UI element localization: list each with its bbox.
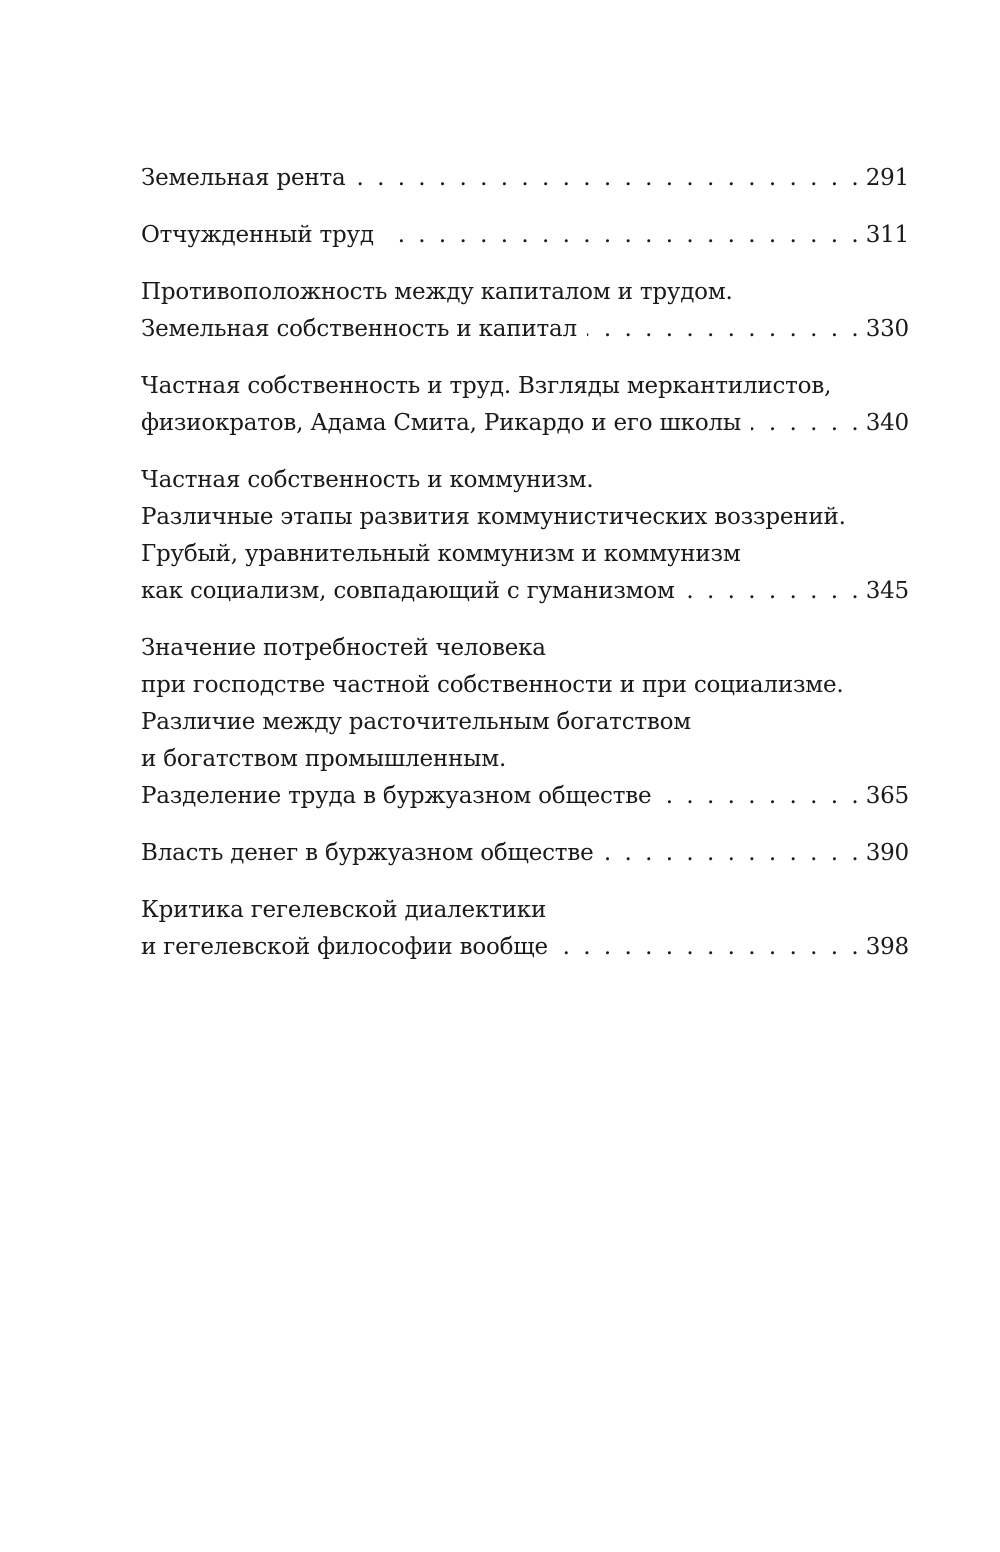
toc-entry-last-line [141,160,909,197]
toc-entry-last-line [141,311,909,348]
toc-entry-last-line [141,217,909,254]
toc-entry-last-line [141,835,909,872]
toc-entry-last-line [141,405,909,442]
toc-page-number: 291 [865,165,909,191]
toc-page-number: 398 [865,934,909,960]
toc-page-number: 365 [865,783,909,809]
toc-page-number: 345 [865,578,909,604]
toc-entry-title: как социализм, совпадающий с гуманизмом [141,578,675,604]
dot-leader [603,835,861,872]
toc-entry-line: при господстве частной собственности и при социализме. [141,672,844,698]
toc-entry-title: Земельная собственность и капитал [141,316,577,342]
toc-entry[interactable] [141,217,909,254]
toc-entry[interactable] [141,274,909,348]
toc-entry-last-line [141,778,909,815]
toc-entry[interactable] [141,835,909,872]
table-of-contents [141,160,909,986]
dot-leader [356,160,862,197]
toc-entry-title: и гегелевской философии вообще [141,934,548,960]
toc-entry[interactable] [141,892,909,966]
toc-page-number: 330 [865,316,909,342]
dot-leader [751,405,862,442]
toc-entry-line: Частная собственность и труд. Взгляды меркантилистов, [141,373,832,399]
toc-entry-line: Различие между расточительным богатством [141,709,691,735]
dot-leader [587,311,862,348]
toc-page-number: 340 [865,410,909,436]
toc-entry-line: Различные этапы развития коммунистических воззрений. [141,504,846,530]
toc-entry-line: Частная собственность и коммунизм. [141,467,594,493]
toc-entry[interactable] [141,368,909,442]
toc-entry[interactable] [141,630,909,815]
toc-entry-line: и богатством промышленным. [141,746,507,772]
dot-leader [685,573,862,610]
toc-page-number: 390 [865,840,909,866]
toc-entry-title: физиократов, Адама Смита, Рикардо и его школы [141,410,742,436]
toc-entry-line: Противоположность между капиталом и трудом. [141,279,733,305]
toc-entry-line: Критика гегелевской диалектики [141,897,547,923]
toc-entry-title: Отчужденный труд [141,222,374,248]
toc-entry-line: Значение потребностей человека [141,635,546,661]
toc-entry-last-line [141,573,909,610]
toc-entry-title: Власть денег в буржуазном обществе [141,840,594,866]
toc-entry-title: Разделение труда в буржуазном обществе [141,783,652,809]
toc-entry-title: Земельная рента [141,165,346,191]
toc-entry-last-line [141,929,909,966]
toc-page-number: 311 [865,222,909,248]
dot-leader [661,778,861,815]
toc-entry[interactable] [141,160,909,197]
toc-entry[interactable] [141,462,909,610]
toc-entry-line: Грубый, уравнительный коммунизм и коммунизм [141,541,741,567]
dot-leader [558,929,862,966]
dot-leader [384,217,862,254]
